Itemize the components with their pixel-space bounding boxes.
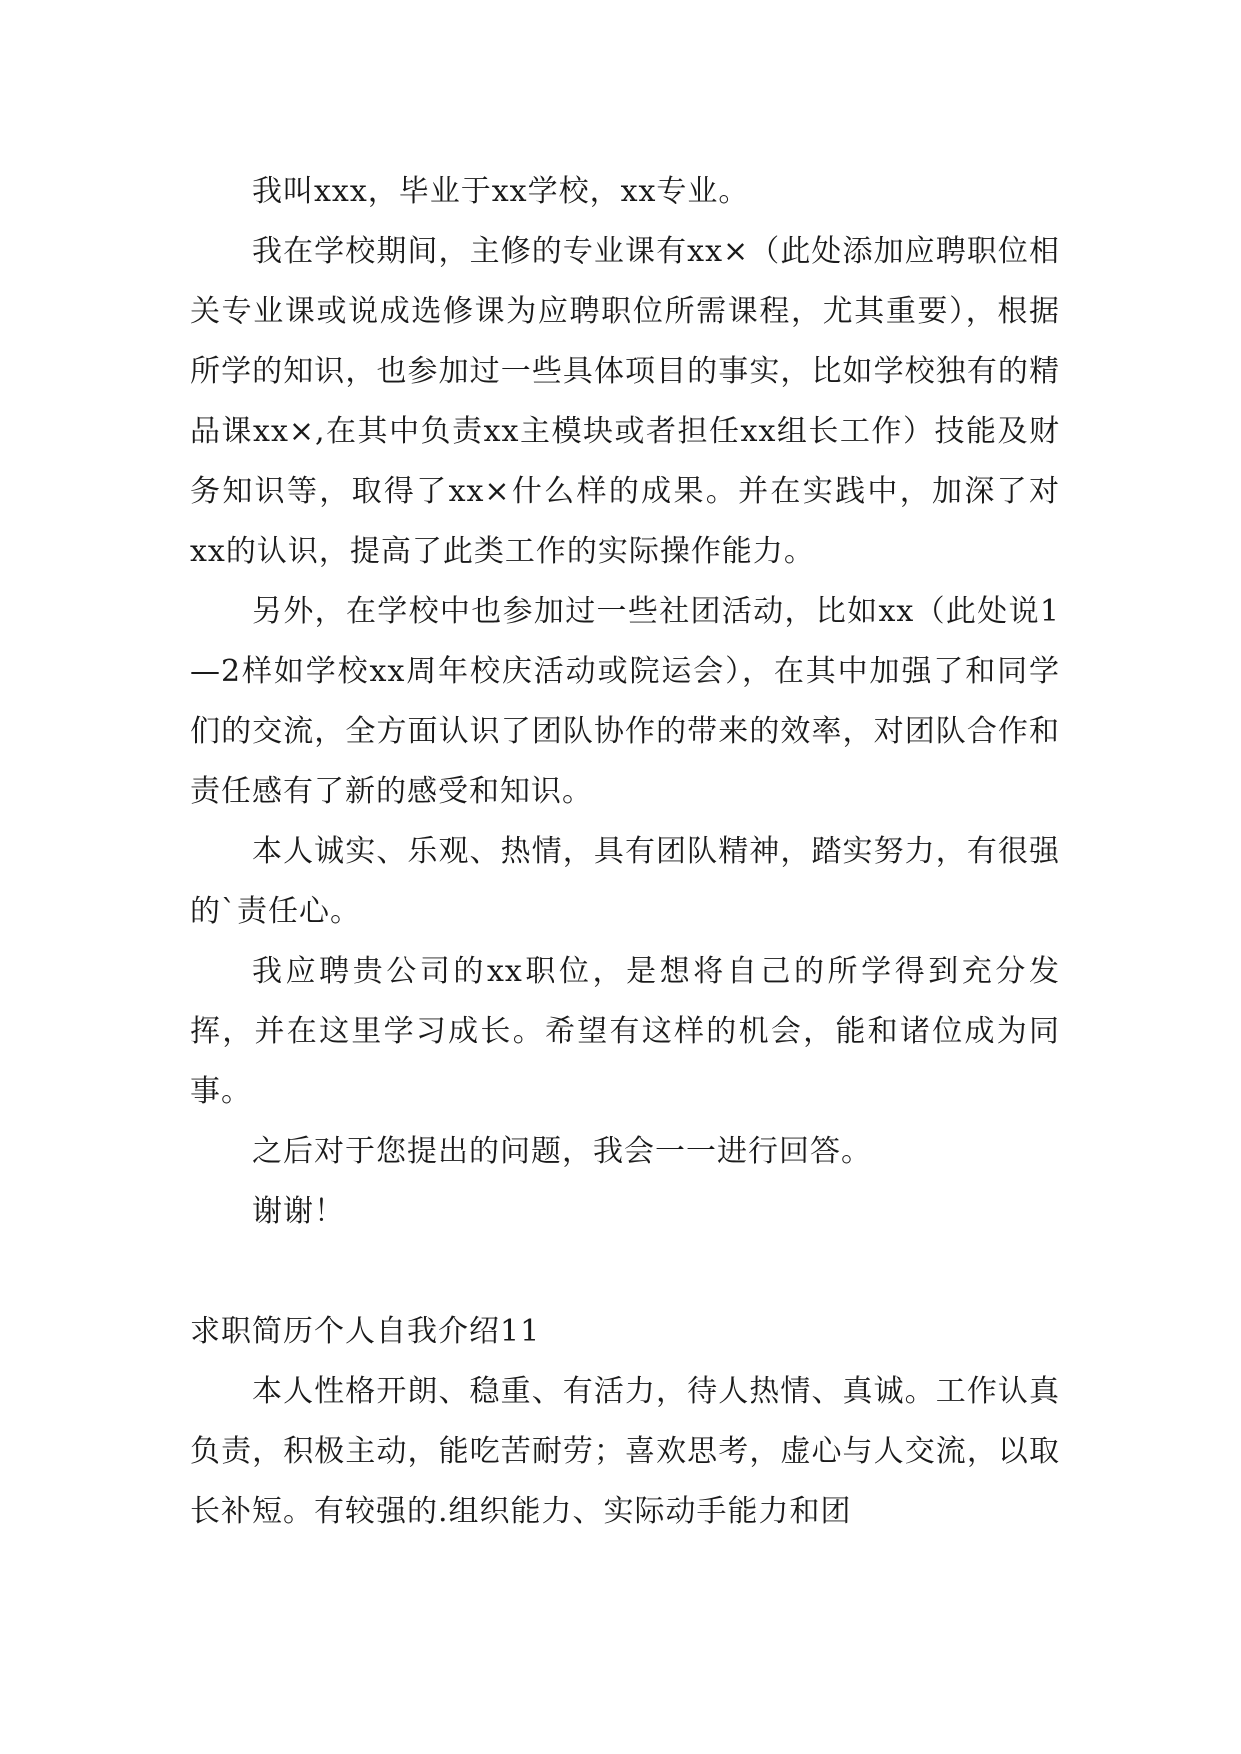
paragraph-questions: 之后对于您提出的问题，我会一一进行回答。 <box>252 1134 872 1169</box>
paragraph-personality: 本人诚实、乐观、热情，具有团队精神，踏实努力，有很强的`责任心。 <box>190 834 1060 929</box>
paragraph-courses: 我在学校期间，主修的专业课有xx×（此处添加应聘职位相关专业课或说成选修课为应聘职位所需课程，尤其重要），根据所学的知识，也参加过一些具体项目的事实，比如学校独有的精品课xx×,在其中负责xx主模块或者担任xx组长工作）技能及财务知识等，取得了xx×什么样的成果。并在实践中，加深了对xx的认识，提高了此类工作的实际操作能力。 <box>190 234 1060 569</box>
paragraph-thanks: 谢谢！ <box>252 1194 345 1229</box>
section-heading: 求职简历个人自我介绍11 <box>190 1314 541 1349</box>
paragraph-intro: 我叫xxx，毕业于xx学校，xx专业。 <box>252 174 750 209</box>
document-body <box>190 162 1060 1542</box>
paragraph-application: 我应聘贵公司的xx职位，是想将自己的所学得到充分发挥，并在这里学习成长。希望有这样的机会，能和诸位成为同事。 <box>190 954 1060 1109</box>
paragraph-character: 本人性格开朗、稳重、有活力，待人热情、真诚。工作认真负责，积极主动，能吃苦耐劳；喜欢思考，虚心与人交流，以取长补短。有较强的.组织能力、实际动手能力和团 <box>190 1374 1060 1529</box>
paragraph-activities: 另外，在学校中也参加过一些社团活动，比如xx（此处说1—2样如学校xx周年校庆活动或院运会），在其中加强了和同学们的交流，全方面认识了团队协作的带来的效率，对团队合作和责任感有了新的感受和知识。 <box>190 594 1060 809</box>
